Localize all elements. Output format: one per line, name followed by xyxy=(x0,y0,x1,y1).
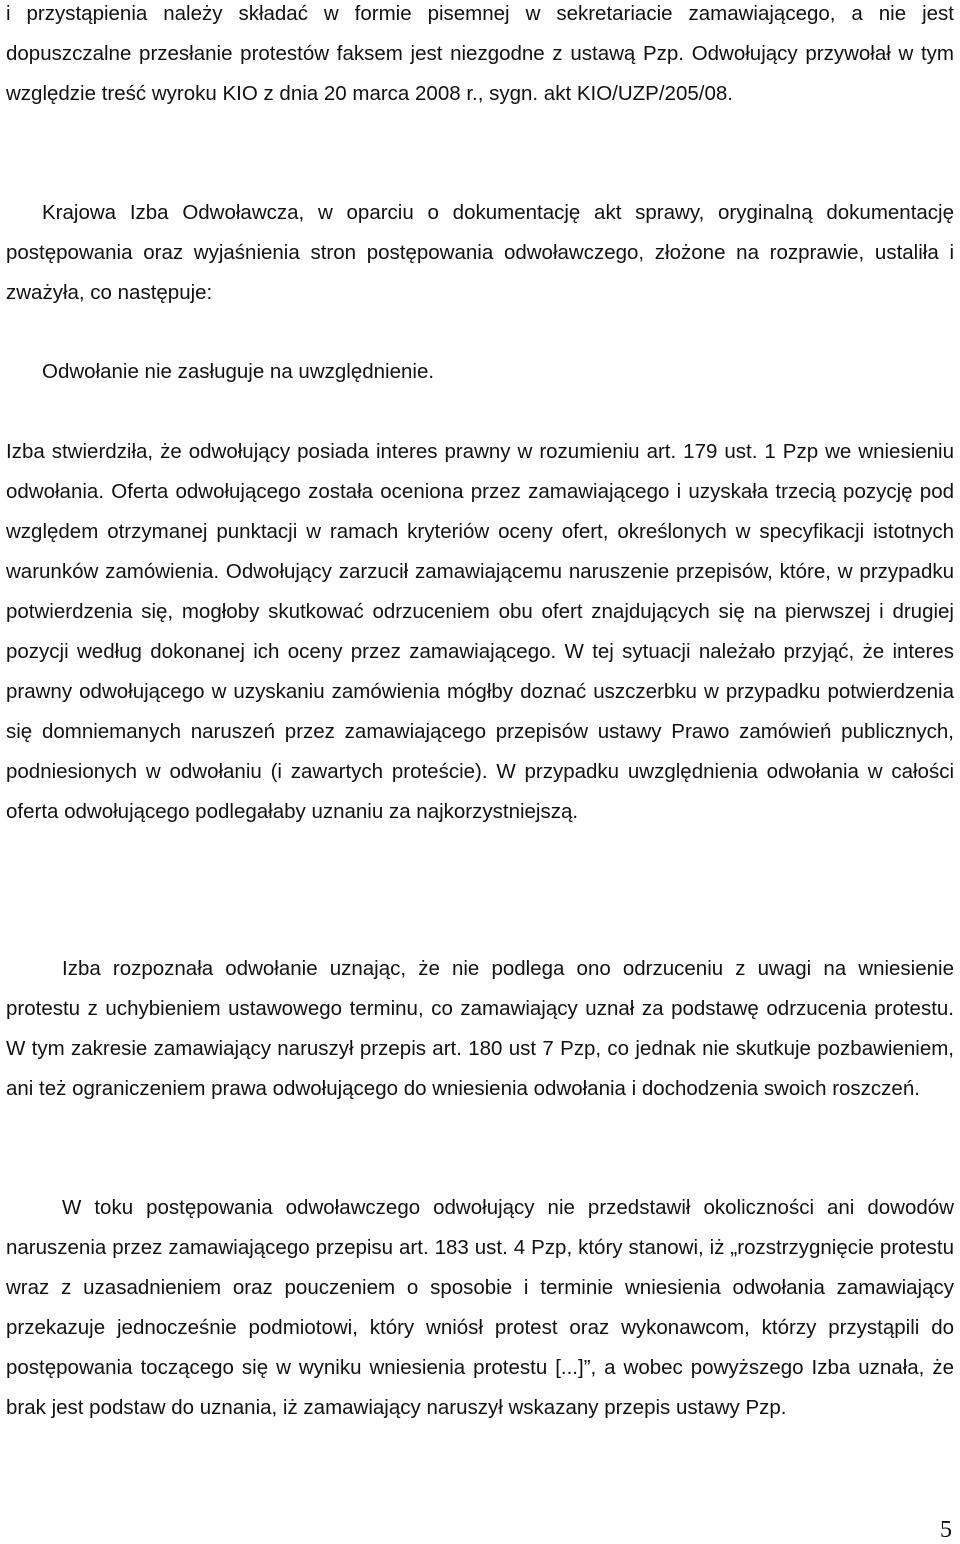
paragraph-legal-interest: Izba stwierdziła, że odwołujący posiada interes prawny w rozumieniu art. 179 ust. 1 Pzp we wniesieniu odwołania. Oferta odwołującego została oceniona przez zamawiającego i uzyskała trzecią pozycję pod względem otrzymanej punktacji w ramach kryteriów oceny ofert, określonych w specyfikacji istotnych warunków zamówienia. Odwołujący zarzucił zamawiającemu naruszenie przepisów, które, w przypadku potwierdzenia się, mogłoby skutkować odrzuceniem obu ofert znajdujących się na pierwszej i drugiej pozycji według dokonanej ich oceny przez zamawiającego. W tej sytuacji należało przyjąć, że interes prawny odwołującego w uzyskaniu zamówienia mógłby doznać uszczerbku w przypadku potwierdzenia się domniemanych naruszeń przez zamawiającego przepisów ustawy Prawo zamówień publicznych, podniesionych w odwołaniu (i zawartych proteście). W przypadku uwzględnienia odwołania w całości oferta odwołującego podlegałaby uznaniu za najkorzystniejszą. xyxy=(6,440,954,823)
paragraph-kio-findings: Krajowa Izba Odwoławcza, w oparciu o dokumentację akt sprawy, oryginalną dokumentację postępowania oraz wyjaśnienia stron postępowania odwoławczego, złożone na rozprawie, ustaliła i zważyła, co następuje: xyxy=(6,201,954,304)
paragraph-protest-form: i przystąpienia należy składać w formie pisemnej w sekretariacie zamawiającego, a nie jest dopuszczalne przesłanie protestów faksem jest niezgodne z ustawą Pzp. Odwołujący przywołał w tym względzie treść wyroku KIO z dnia 20 marca 2008 r., sygn. akt KIO/UZP/205/08. xyxy=(6,2,954,105)
paragraph-protest-deadline: Izba rozpoznała odwołanie uznając, że nie podlega ono odrzuceniu z uwagi na wniesienie protestu z uchybieniem ustawowego terminu, co zamawiający uznał za podstawę odrzucenia protestu. W tym zakresie zamawiający naruszył przepis art. 180 ust 7 Pzp, co jednak nie skutkuje pozbawieniem, ani też ograniczeniem prawa odwołującego do wniesienia odwołania i dochodzenia swoich roszczeń. xyxy=(6,957,954,1100)
paragraph-art-183: W toku postępowania odwoławczego odwołujący nie przedstawił okoliczności ani dowodów naruszenia przez zamawiającego przepisu art. 183 ust. 4 Pzp, który stanowi, iż „rozstrzygnięcie protestu wraz z uzasadnieniem oraz pouczeniem o sposobie i terminie wniesienia odwołania zamawiający przekazuje jednocześnie podmiotowi, który wniósł protest oraz wykonawcom, którzy przystąpili do postępowania toczącego się w wyniku wniesienia protestu [...]”, a wobec powyższego Izba uznała, że brak jest podstaw do uznania, iż zamawiający naruszył wskazany przepis ustawy Pzp. xyxy=(6,1196,954,1419)
paragraph-verdict: Odwołanie nie zasługuje na uwzględnienie. xyxy=(42,360,435,383)
page-number: 5 xyxy=(940,1517,952,1543)
